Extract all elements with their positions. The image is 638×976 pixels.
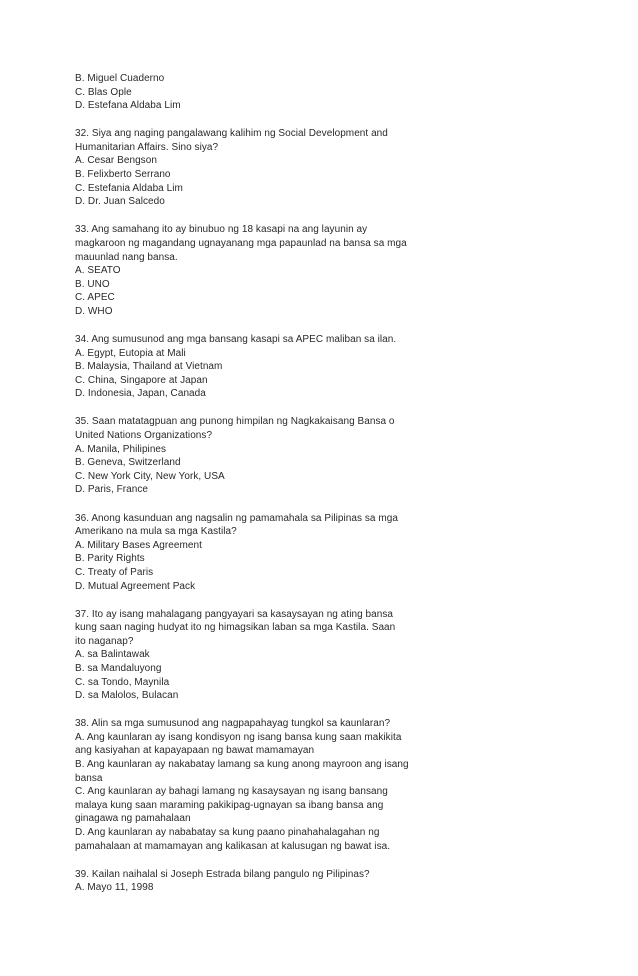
option-line: A. sa Balintawak <box>75 649 150 661</box>
option-line: D. WHO <box>75 305 113 317</box>
option-line: A. Manila, Philipines <box>75 443 167 455</box>
option-line: C. APEC <box>75 292 115 304</box>
option-line: A. Cesar Bengson <box>75 155 157 167</box>
question-stem: magkaroon ng magandang ugnayanang mga papaunlad na bansa sa mga <box>75 237 407 249</box>
option-line: D. Indonesia, Japan, Canada <box>75 388 206 400</box>
question-38 <box>75 717 555 853</box>
intro-options <box>75 72 555 113</box>
option-line: D. Mutual Agreement Pack <box>75 580 196 592</box>
question-stem: mauunlad nang bansa. <box>75 251 178 263</box>
option-line: C. Estefania Aldaba Lim <box>75 182 183 194</box>
question-stem: 33. Ang samahang ito ay binubuo ng 18 kasapi na ang layunin ay <box>75 224 368 236</box>
question-stem: 38. Alin sa mga sumusunod ang nagpapahayag tungkol sa kaunlaran? <box>75 718 391 730</box>
option-line: C. China, Singapore at Japan <box>75 374 208 386</box>
question-32 <box>75 127 555 209</box>
option-line: B. Felixberto Serrano <box>75 169 171 181</box>
question-stem: 39. Kailan naihalal si Joseph Estrada bilang pangulo ng Pilipinas? <box>75 868 370 880</box>
document-content <box>75 72 555 909</box>
option-line: bansa <box>75 772 103 784</box>
option-line: C. Treaty of Paris <box>75 566 154 578</box>
option-line: B. UNO <box>75 278 110 290</box>
option-line: C. New York City, New York, USA <box>75 470 225 482</box>
option-line: C. Ang kaunlaran ay bahagi lamang ng kasaysayan ng isang bansang <box>75 786 388 798</box>
question-stem: ito naganap? <box>75 635 134 647</box>
option-line: B. sa Mandaluyong <box>75 662 162 674</box>
question-stem: 35. Saan matatagpuan ang punong himpilan ng Nagkakaisang Bansa o <box>75 416 395 428</box>
option-line: malaya kung saan maraming pakikipag-ugnayan sa ibang bansa ang <box>75 799 384 811</box>
option-line: A. Military Bases Agreement <box>75 539 202 551</box>
option-line: D. sa Malolos, Bulacan <box>75 690 179 702</box>
option-line: A. Egypt, Eutopia at Mali <box>75 347 186 359</box>
option-line: D. Estefana Aldaba Lim <box>75 100 181 112</box>
question-stem: United Nations Organizations? <box>75 430 213 442</box>
question-stem: Amerikano na mula sa mga Kastila? <box>75 526 237 538</box>
option-line: A. Ang kaunlaran ay isang kondisyon ng isang bansa kung saan makikita <box>75 731 402 743</box>
option-line: B. Miguel Cuaderno <box>75 73 165 84</box>
option-line: pamahalaan at mamamayan ang kalikasan at kalusugan ng bawat isa. <box>75 840 391 852</box>
question-34 <box>75 333 555 401</box>
option-line: ginagawa ng pamahalaan <box>75 813 191 825</box>
option-line: A. Mayo 11, 1998 <box>75 882 154 894</box>
question-33 <box>75 223 555 318</box>
option-line: D. Ang kaunlaran ay nababatay sa kung paano pinahahalagahan ng <box>75 827 380 838</box>
option-line: ang kasiyahan at kapayapaan ng bawat mamamayan <box>75 745 315 757</box>
option-line: B. Ang kaunlaran ay nakabatay lamang sa kung anong mayroon ang isang <box>75 759 409 771</box>
question-36 <box>75 512 555 594</box>
option-line: B. Geneva, Switzerland <box>75 457 181 469</box>
question-stem: 37. Ito ay isang mahalagang pangyayari sa kasaysayan ng ating bansa <box>75 608 394 620</box>
option-line: D. Dr. Juan Salcedo <box>75 196 165 208</box>
question-stem: Humanitarian Affairs. Sino siya? <box>75 141 219 153</box>
question-stem: 34. Ang sumusunod ang mga bansang kasapi sa APEC maliban sa ilan. <box>75 334 397 345</box>
question-stem: kung saan naging hudyat ito ng himagsikan laban sa mga Kastila. Saan <box>75 622 396 634</box>
option-line: C. sa Tondo, Maynila <box>75 676 170 688</box>
option-line: C. Blas Ople <box>75 86 132 98</box>
question-35 <box>75 415 555 497</box>
question-37 <box>75 608 555 703</box>
option-line: D. Paris, France <box>75 484 149 496</box>
option-line: B. Malaysia, Thailand at Vietnam <box>75 361 223 373</box>
question-stem: 32. Siya ang naging pangalawang kalihim ng Social Development and <box>75 128 388 140</box>
option-line: B. Parity Rights <box>75 553 145 565</box>
question-39 <box>75 868 555 895</box>
question-stem: 36. Anong kasunduan ang nagsalin ng pamamahala sa Pilipinas sa mga <box>75 512 398 524</box>
option-line: A. SEATO <box>75 265 121 277</box>
